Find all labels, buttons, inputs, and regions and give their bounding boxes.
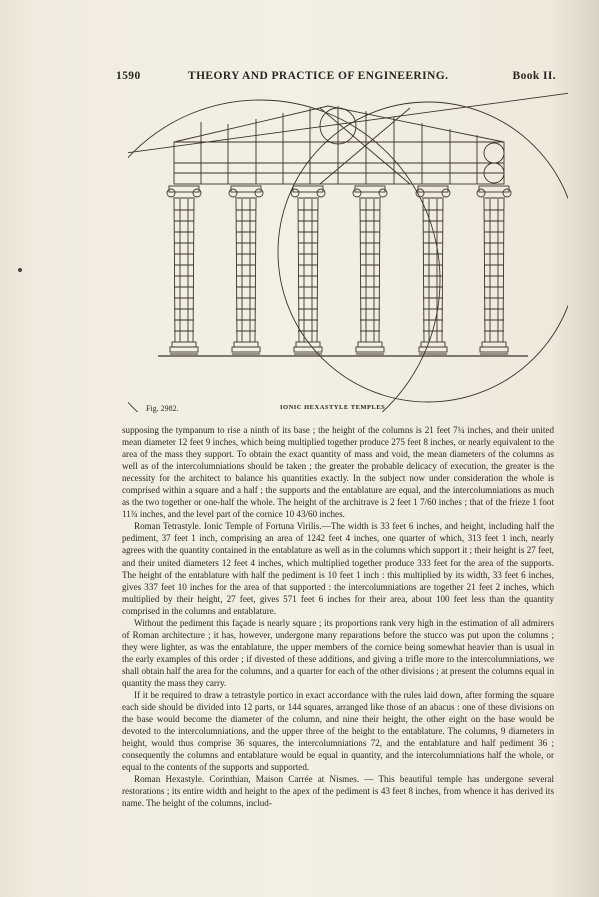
figure-label: Fig. 2982. <box>146 404 179 413</box>
running-title: THEORY AND PRACTICE OF ENGINEERING. <box>188 70 449 82</box>
running-header <box>116 70 556 84</box>
column <box>167 186 201 354</box>
column <box>477 186 511 354</box>
paragraph: If it be required to draw a tetrastyle portico in exact accordance with the rules laid down, after forming the square each side should be divided into 12 parts, or 144 squares, arranged like those of an abacus : one of these divisions on the base would become the diameter of the column, and nine their height, the other eight on the base would be devoted to the intercolumniations, and the upper three of the height to the entablature. The columns, 9 diameters in height, would thus comprise 36 squares, the intercolumniations 72, and the entablature and half pediment 36 ; consequently the columns and entablature would be equal in quantity, and the intercolumniations half the whole, or equal to the contents of the supports and supported. <box>122 690 554 773</box>
entablature-grid <box>174 106 504 184</box>
margin-mark <box>18 268 22 272</box>
paragraph: Roman Tetrastyle. Ionic Temple of Fortuna Virilis.—The width is 33 feet 6 inches, and height, including half the pediment, 37 feet 1 inch, comprising an area of 1242 feet 4 inches, one quarter of which, 313 feet 1 inch, nearly agrees with the quantity contained in the entablature as well as in the columns which support it ; their height is 27 feet, and their united diameters 12 feet 4 inches, which multiplied together produce 333 feet for the area of the supports. The height of the entablature with half the pediment is 10 feet 1 inch : this multiplied by its width, 33 feet 6 inches, gives 337 feet 10 inches for the area of that supported : the intercolumniations are together 21 feet 2 inches, which multiplied by their height, 27 feet, gives 571 feet 6 inches for their area, about 100 feet less than the quantity comprised in the columns and entablature. <box>122 521 554 616</box>
column <box>291 186 325 354</box>
book-label: Book II. <box>512 70 556 82</box>
figure-title: IONIC HEXASTYLE TEMPLES. <box>280 404 388 411</box>
body-text <box>122 424 554 810</box>
paragraph: Roman Hexastyle. Corinthian, Maison Carrée at Nismes. — This beautiful temple has undergone several restorations ; its entire width and height to the apex of the pediment is 43 feet 8 inches, from whence it has derived its name. The height of the columns, includ- <box>122 774 554 809</box>
figure-caption <box>146 404 566 416</box>
page-number: 1590 <box>116 70 141 82</box>
temple-diagram <box>128 92 568 412</box>
construction-line <box>128 92 568 154</box>
small-circle-top <box>484 143 504 163</box>
column <box>229 186 263 354</box>
paragraph: supposing the tympanum to rise a ninth of its base ; the height of the columns is 21 feet 7¼ inches, and their united mean diameter 12 feet 9 inches, which being multiplied together produce 275 feet 8 inches, or nearly equivalent to the area of the mass they support. To obtain the exact quantity of mass and void, the mean diameters of the columns as well as of the intercolumniations should be taken ; the greater the probable delicacy of execution, the greater is the necessity for the architect to balance his quantities exactly. In the subject now under consideration the whole is comprised within a square and a half ; the supports and the entablature are equal, and the intercolumniations as much as the two together or one-half the whole. The height of the architrave is 2 feet 1 7/60 inches ; that of the frieze 1 foot 11¾ inches, and the level part of the cornice 10 43/60 inches. <box>122 425 554 520</box>
column <box>353 186 387 354</box>
paragraph: Without the pediment this façade is nearly square ; its proportions rank very high in the estimation of all admirers of Roman architecture ; it has, however, undergone many reparations before the stucco was put upon the columns ; they were lighter, as was the entablature, the upper members of the cornice being somewhat heavier than is usual in the early examples of this order ; if divested of these additions, and giving a trifle more to the intercolumniations, we shall obtain half the area for the columns, and a quarter for each of the other divisions ; at present the columns equal in quantity the mass they carry. <box>122 617 554 688</box>
